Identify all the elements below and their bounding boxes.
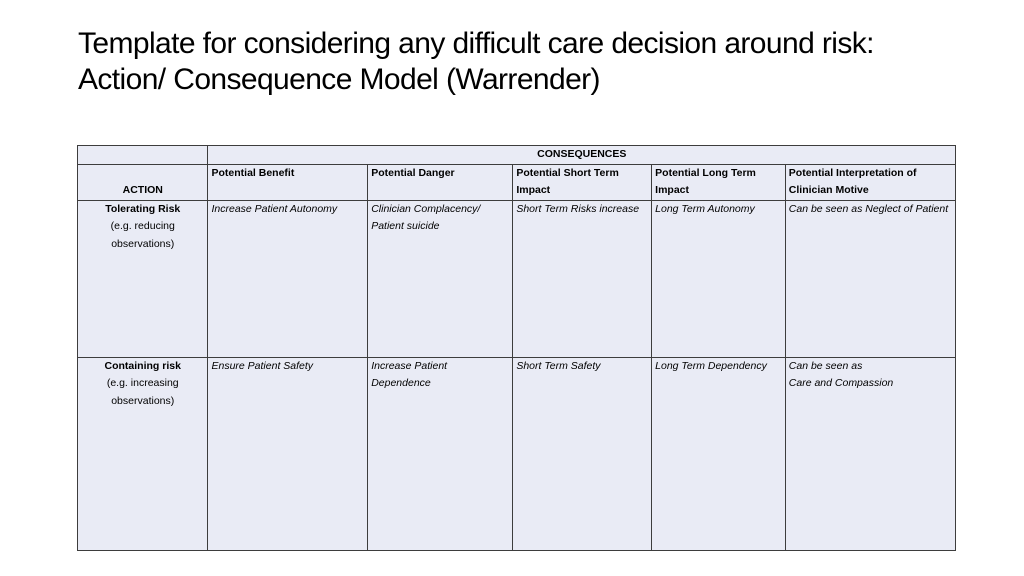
danger-cell: Increase Patient Dependence bbox=[368, 357, 513, 550]
interpretation-cell bbox=[785, 357, 955, 550]
benefit-cell: Increase Patient Autonomy bbox=[208, 200, 368, 357]
short-term-cell: Short Term Safety bbox=[513, 357, 652, 550]
short-term-cell: Short Term Risks increase bbox=[513, 200, 652, 357]
action-header: ACTION bbox=[78, 164, 208, 200]
interpretation-line-2: Care and Compassion bbox=[788, 377, 894, 389]
action-note: (e.g. increasing observations) bbox=[106, 377, 179, 407]
long-term-cell: Long Term Dependency bbox=[652, 357, 786, 550]
header-long-term-impact: Potential Long Term Impact bbox=[652, 164, 786, 200]
slide-title-line-2: Action/ Consequence Model (Warrender) bbox=[78, 63, 600, 96]
consequences-header-row bbox=[78, 146, 956, 165]
slide-title-line-1: Template for considering any difficult care decision around risk: bbox=[78, 27, 874, 60]
column-header-row bbox=[78, 164, 956, 200]
header-potential-danger: Potential Danger bbox=[368, 164, 513, 200]
blank-corner-cell bbox=[78, 146, 208, 165]
action-label: Containing risk bbox=[104, 359, 181, 372]
action-cell-containing-risk bbox=[78, 357, 208, 550]
slide-title bbox=[78, 26, 978, 98]
action-cell-tolerating-risk bbox=[78, 200, 208, 357]
header-potential-benefit: Potential Benefit bbox=[208, 164, 368, 200]
table-row bbox=[78, 200, 956, 357]
interpretation-cell: Can be seen as Neglect of Patient bbox=[785, 200, 955, 357]
interpretation-line-1: Can be seen as bbox=[788, 359, 863, 372]
action-note: (e.g. reducing observations) bbox=[110, 220, 175, 250]
header-clinician-motive: Potential Interpretation of Clinician Motive bbox=[785, 164, 955, 200]
consequences-header: CONSEQUENCES bbox=[208, 146, 956, 165]
table-row bbox=[78, 357, 956, 550]
header-short-term-impact: Potential Short Term Impact bbox=[513, 164, 652, 200]
action-label: Tolerating Risk bbox=[105, 202, 181, 215]
long-term-cell: Long Term Autonomy bbox=[652, 200, 786, 357]
danger-cell: Clinician Complacency/ Patient suicide bbox=[368, 200, 513, 357]
action-consequence-table bbox=[77, 145, 956, 551]
benefit-cell: Ensure Patient Safety bbox=[208, 357, 368, 550]
